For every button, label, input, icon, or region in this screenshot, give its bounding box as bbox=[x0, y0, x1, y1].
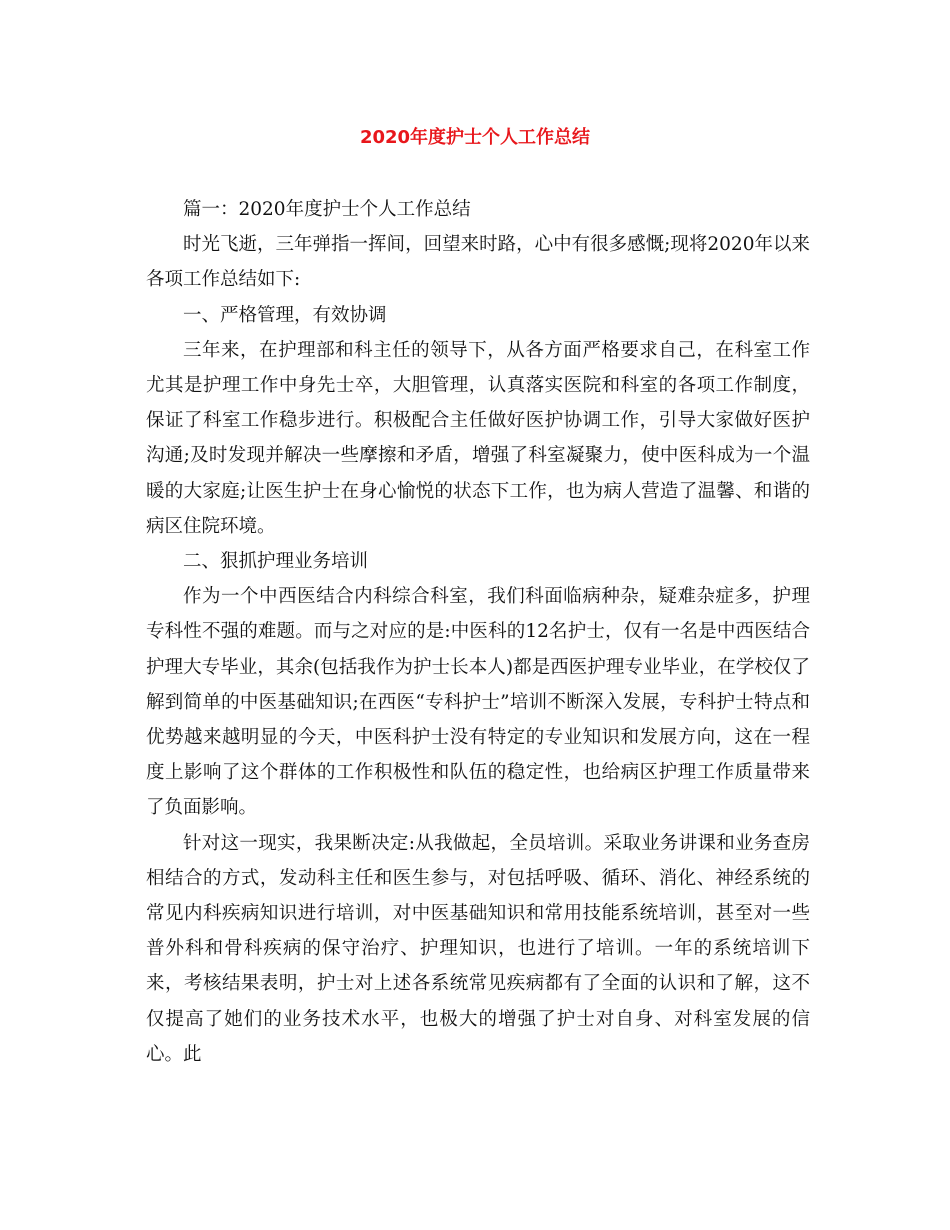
document-title: 2020年度护士个人工作总结 bbox=[359, 127, 591, 148]
paragraph-training-background: 作为一个中西医结合内科综合科室，我们科面临病种杂，疑难杂症多，护理专科性不强的难题。而与之对应的是:中医科的12名护士，仅有一名是中西医结合护理大专毕业，其余(包括我作为护士长本人)都是西医护理专业毕业，在学校仅了解到简单的中医基础知识;在西医“专科护士”培训不断深入发展，专科护士特点和优势越来越明显的今天，中医科护士没有特定的专业知识和发展方向，这在一程度上影响了这个群体的工作积极性和队伍的稳定性，也给病区护理工作质量带来了负面影响。 bbox=[146, 586, 810, 819]
paragraph-training-actions: 针对这一现实，我果断决定:从我做起，全员培训。采取业务讲课和业务查房相结合的方式，发动科主任和医生参与，对包括呼吸、循环、消化、神经系统的常见内科疾病知识进行培训，对中医基础知识和常用技能系统培训，甚至对一些普外科和骨科疾病的保守治疗、护理知识，也进行了培训。一年的系统培训下来，考核结果表明，护士对上述各系统常见疾病都有了全面的认识和了解，这不仅提高了她们的业务技术水平，也极大的增强了护士对自身、对科室发展的信心。此 bbox=[146, 832, 810, 1065]
paragraph-intro: 时光飞逝，三年弹指一挥间，回望来时路，心中有很多感慨;现将2020年以来各项工作总结如下: bbox=[146, 234, 810, 291]
paragraph-heading-2: 二、狠抓护理业务培训 bbox=[183, 551, 369, 573]
paragraph-heading-1: 一、严格管理，有效协调 bbox=[183, 304, 387, 326]
document-body bbox=[146, 192, 810, 1072]
paragraph-section-heading: 篇一：2020年度护士个人工作总结 bbox=[183, 199, 471, 220]
paragraph-management: 三年来，在护理部和科主任的领导下，从各方面严格要求自己，在科室工作尤其是护理工作中身先士卒，大胆管理，认真落实医院和科室的各项工作制度，保证了科室工作稳步进行。积极配合主任做好医护协调工作，引导大家做好医护沟通;及时发现并解决一些摩擦和矛盾，增强了科室凝聚力，使中医科成为一个温暖的大家庭;让医生护士在身心愉悦的状态下工作，也为病人营造了温馨、和谐的病区住院环境。 bbox=[146, 339, 810, 537]
